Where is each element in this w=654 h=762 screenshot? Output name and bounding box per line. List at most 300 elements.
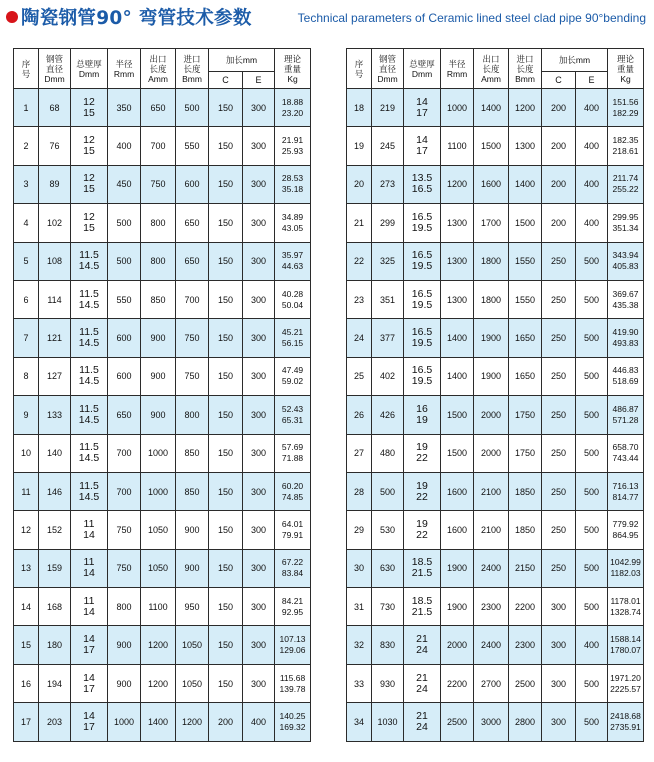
- cell-radius: 1900: [441, 549, 474, 587]
- cell-radius: 1000: [108, 703, 141, 741]
- cell-weight-value: 40.28: [281, 288, 304, 299]
- cell-weight: [275, 242, 311, 280]
- cell-radius: 1200: [441, 165, 474, 203]
- table-row: [347, 89, 644, 127]
- cell-seq: 15: [14, 626, 39, 664]
- cell-pipe-diameter: 108: [39, 242, 71, 280]
- cell-pipe-diameter: 299: [372, 204, 404, 242]
- header-pipe-diameter-line: 直径: [378, 63, 396, 74]
- cell-seq: 5: [14, 242, 39, 280]
- cell-ext-e: 500: [576, 549, 608, 587]
- cell-seq: 29: [347, 511, 372, 549]
- cell-wall-value: 21: [416, 709, 428, 722]
- cell-wall-value: 14.5: [78, 337, 100, 350]
- cell-seq: 9: [14, 396, 39, 434]
- cell-ext-e: 400: [576, 204, 608, 242]
- cell-weight-value: 1182.03: [610, 568, 641, 579]
- header-row: [347, 49, 644, 72]
- cell-outlet-length: 850: [141, 280, 176, 318]
- cell-seq: 8: [14, 357, 39, 395]
- cell-radius: 450: [108, 165, 141, 203]
- cell-ext-c: 200: [542, 204, 576, 242]
- header-seq-line: 号: [354, 68, 364, 79]
- header-outlet-length: [474, 49, 509, 89]
- header-ext-c: C: [209, 72, 243, 89]
- cell-wall-value: 14: [83, 671, 95, 684]
- header-inlet-length: [509, 49, 542, 89]
- cell-pipe-diameter: 930: [372, 664, 404, 702]
- cell-wall-value: 17: [83, 644, 95, 657]
- cell-weight-value: 493.83: [612, 338, 639, 349]
- cell-weight: [608, 127, 644, 165]
- cell-weight: [608, 357, 644, 395]
- cell-ext-e: 300: [243, 89, 275, 127]
- cell-seq: 22: [347, 242, 372, 280]
- table-row: [347, 626, 644, 664]
- cell-inlet-length: 1300: [509, 127, 542, 165]
- cell-ext-c: 250: [542, 434, 576, 472]
- cell-radius: 700: [108, 472, 141, 510]
- cell-pipe-diameter: 133: [39, 396, 71, 434]
- bullet-dot-icon: [6, 11, 18, 23]
- cell-outlet-length: 2100: [474, 511, 509, 549]
- table-row: [347, 165, 644, 203]
- cell-seq: 6: [14, 280, 39, 318]
- table-row: [14, 319, 311, 357]
- cell-radius: 1400: [441, 319, 474, 357]
- cell-wall-thickness: [71, 434, 108, 472]
- cell-seq: 18: [347, 89, 372, 127]
- cell-weight-value: 64.01: [281, 518, 304, 529]
- cell-weight-value: 299.95: [612, 211, 639, 222]
- cell-outlet-length: 2700: [474, 664, 509, 702]
- header-seq: [347, 49, 372, 89]
- cell-seq: 25: [347, 357, 372, 395]
- cell-weight-value: 50.04: [281, 299, 304, 310]
- cell-wall-value: 14: [83, 709, 95, 722]
- cell-pipe-diameter: 402: [372, 357, 404, 395]
- cell-outlet-length: 750: [141, 165, 176, 203]
- cell-ext-c: 150: [209, 127, 243, 165]
- header-radius-line: Rmm: [446, 68, 468, 79]
- cell-weight-value: 139.78: [279, 683, 306, 694]
- cell-weight: [275, 703, 311, 741]
- header-wall-thickness: [71, 49, 108, 89]
- cell-radius: 2200: [441, 664, 474, 702]
- cell-weight-value: 435.38: [612, 299, 639, 310]
- cell-weight-value: 211.74: [612, 173, 639, 184]
- cell-ext-c: 150: [209, 472, 243, 510]
- cell-outlet-length: 1700: [474, 204, 509, 242]
- cell-ext-e: 300: [243, 396, 275, 434]
- cell-ext-c: 250: [542, 472, 576, 510]
- header-inlet-length-line: Bmm: [182, 73, 202, 84]
- cell-wall-value: 16.5: [411, 249, 433, 262]
- cell-weight-value: 151.56: [612, 96, 639, 107]
- cell-wall-thickness: [404, 511, 441, 549]
- cell-wall-value: 16.5: [411, 287, 433, 300]
- cell-wall-thickness: [404, 357, 441, 395]
- cell-weight-value: 107.13: [279, 634, 306, 645]
- cell-ext-c: 250: [542, 549, 576, 587]
- cell-weight-value: 65.31: [281, 414, 304, 425]
- cell-weight: [608, 319, 644, 357]
- cell-wall-thickness: [71, 89, 108, 127]
- table-row: [14, 588, 311, 626]
- cell-pipe-diameter: 159: [39, 549, 71, 587]
- cell-radius: 1300: [441, 204, 474, 242]
- cell-wall-value: 11: [83, 594, 95, 607]
- cell-ext-e: 300: [243, 242, 275, 280]
- cell-wall-value: 19: [416, 441, 428, 454]
- header-inlet-length-line: Bmm: [515, 73, 535, 84]
- cell-wall-thickness: [71, 626, 108, 664]
- cell-seq: 33: [347, 664, 372, 702]
- cell-inlet-length: 1750: [509, 434, 542, 472]
- cell-weight-value: 67.22: [281, 557, 304, 568]
- header-inlet-length-line: 长度: [183, 63, 201, 74]
- cell-weight-value: 56.15: [281, 338, 304, 349]
- cell-ext-e: 400: [576, 89, 608, 127]
- cell-weight: [275, 165, 311, 203]
- cell-inlet-length: 1650: [509, 357, 542, 395]
- cell-inlet-length: 850: [176, 434, 209, 472]
- cell-inlet-length: 2300: [509, 626, 542, 664]
- cell-weight: [608, 703, 644, 741]
- cell-radius: 1300: [441, 242, 474, 280]
- cell-wall-value: 19.5: [411, 337, 433, 350]
- header-outlet-length-line: 出口: [149, 53, 167, 64]
- cell-radius: 1500: [441, 396, 474, 434]
- cell-outlet-length: 1100: [141, 588, 176, 626]
- cell-pipe-diameter: 140: [39, 434, 71, 472]
- cell-ext-e: 300: [243, 127, 275, 165]
- cell-wall-thickness: [404, 127, 441, 165]
- table-row: [347, 280, 644, 318]
- cell-wall-thickness: [71, 280, 108, 318]
- cell-weight-value: 255.22: [612, 184, 639, 195]
- cell-outlet-length: 650: [141, 89, 176, 127]
- cell-weight-value: 18.88: [281, 96, 304, 107]
- cell-weight-value: 1178.01: [610, 595, 641, 606]
- cell-ext-e: 500: [576, 664, 608, 702]
- header-wall-thickness-line: Dmm: [411, 68, 433, 79]
- cell-pipe-diameter: 127: [39, 357, 71, 395]
- cell-ext-c: 150: [209, 319, 243, 357]
- header-inlet-length-line: 进口: [516, 53, 534, 64]
- cell-inlet-length: 900: [176, 549, 209, 587]
- cell-ext-e: 400: [243, 703, 275, 741]
- cell-inlet-length: 1400: [509, 165, 542, 203]
- cell-weight: [608, 242, 644, 280]
- cell-inlet-length: 850: [176, 472, 209, 510]
- cell-weight-value: 343.94: [612, 250, 639, 261]
- cell-wall-thickness: [404, 89, 441, 127]
- cell-pipe-diameter: 325: [372, 242, 404, 280]
- cell-ext-c: 300: [542, 588, 576, 626]
- cell-pipe-diameter: 351: [372, 280, 404, 318]
- cell-weight-value: 716.13: [612, 480, 639, 491]
- cell-weight-value: 44.63: [281, 261, 304, 272]
- table-row: [14, 472, 311, 510]
- cell-ext-e: 400: [576, 127, 608, 165]
- table-row: [14, 89, 311, 127]
- cell-weight-value: 60.20: [281, 480, 304, 491]
- cell-ext-c: 300: [542, 626, 576, 664]
- cell-radius: 500: [108, 204, 141, 242]
- header-inlet-length-line: 进口: [183, 53, 201, 64]
- table-row: [347, 434, 644, 472]
- cell-inlet-length: 1500: [509, 204, 542, 242]
- table-row: [14, 357, 311, 395]
- table-row: [14, 396, 311, 434]
- cell-pipe-diameter: 168: [39, 588, 71, 626]
- table-row: [14, 204, 311, 242]
- cell-wall-value: 22: [416, 528, 428, 541]
- cell-inlet-length: 700: [176, 280, 209, 318]
- cell-weight: [275, 664, 311, 702]
- cell-outlet-length: 2300: [474, 588, 509, 626]
- table-body: [14, 89, 311, 742]
- cell-radius: 500: [108, 242, 141, 280]
- cell-ext-e: 300: [243, 626, 275, 664]
- header-pipe-diameter-line: 钢管: [378, 53, 396, 64]
- cell-wall-thickness: [404, 549, 441, 587]
- cell-radius: 1500: [441, 434, 474, 472]
- cell-ext-c: 150: [209, 626, 243, 664]
- cell-pipe-diameter: 76: [39, 127, 71, 165]
- cell-weight: [608, 511, 644, 549]
- cell-ext-c: 250: [542, 242, 576, 280]
- cell-seq: 7: [14, 319, 39, 357]
- cell-pipe-diameter: 500: [372, 472, 404, 510]
- header-pipe-diameter: [39, 49, 71, 89]
- header-weight: [275, 49, 311, 89]
- cell-seq: 31: [347, 588, 372, 626]
- cell-pipe-diameter: 194: [39, 664, 71, 702]
- cell-ext-c: 250: [542, 511, 576, 549]
- cell-pipe-diameter: 114: [39, 280, 71, 318]
- cell-seq: 20: [347, 165, 372, 203]
- cell-radius: 1100: [441, 127, 474, 165]
- cell-ext-c: 200: [542, 127, 576, 165]
- cell-outlet-length: 1400: [141, 703, 176, 741]
- cell-pipe-diameter: 152: [39, 511, 71, 549]
- cell-wall-value: 14: [416, 134, 428, 147]
- cell-inlet-length: 1650: [509, 319, 542, 357]
- cell-ext-e: 300: [243, 357, 275, 395]
- cell-seq: 30: [347, 549, 372, 587]
- cell-wall-thickness: [71, 242, 108, 280]
- cell-inlet-length: 550: [176, 127, 209, 165]
- cell-weight: [608, 204, 644, 242]
- cell-radius: 1600: [441, 472, 474, 510]
- header-radius: [441, 49, 474, 89]
- cell-outlet-length: 1000: [141, 472, 176, 510]
- header-radius-line: Rmm: [113, 68, 135, 79]
- cell-pipe-diameter: 146: [39, 472, 71, 510]
- table-body: [347, 89, 644, 742]
- cell-ext-e: 500: [576, 434, 608, 472]
- cell-wall-thickness: [404, 242, 441, 280]
- cell-outlet-length: 3000: [474, 703, 509, 741]
- cell-ext-c: 150: [209, 89, 243, 127]
- cell-weight: [275, 472, 311, 510]
- cell-outlet-length: 700: [141, 127, 176, 165]
- cell-inlet-length: 1750: [509, 396, 542, 434]
- cell-seq: 32: [347, 626, 372, 664]
- cell-ext-e: 500: [576, 242, 608, 280]
- cell-seq: 21: [347, 204, 372, 242]
- cell-ext-c: 200: [542, 89, 576, 127]
- cell-weight-value: 169.32: [279, 721, 306, 732]
- cell-ext-e: 500: [576, 588, 608, 626]
- cell-wall-value: 14: [83, 605, 95, 618]
- cell-seq: 12: [14, 511, 39, 549]
- cell-wall-value: 21: [416, 671, 428, 684]
- cell-radius: 600: [108, 357, 141, 395]
- cell-ext-c: 150: [209, 204, 243, 242]
- table-row: [14, 664, 311, 702]
- cell-ext-c: 250: [542, 319, 576, 357]
- cell-weight: [275, 127, 311, 165]
- cell-outlet-length: 1050: [141, 511, 176, 549]
- header-ext-e: E: [243, 72, 275, 89]
- cell-radius: 2500: [441, 703, 474, 741]
- table-row: [347, 319, 644, 357]
- cell-ext-e: 300: [243, 434, 275, 472]
- header-radius: [108, 49, 141, 89]
- cell-weight-value: 34.89: [281, 211, 304, 222]
- cell-wall-value: 15: [83, 221, 95, 234]
- header-inlet-length-line: 长度: [516, 63, 534, 74]
- cell-ext-c: 300: [542, 664, 576, 702]
- cell-seq: 23: [347, 280, 372, 318]
- cell-wall-value: 12: [83, 134, 95, 147]
- cell-inlet-length: 2200: [509, 588, 542, 626]
- cell-wall-value: 19.5: [411, 221, 433, 234]
- cell-wall-thickness: [404, 472, 441, 510]
- cell-seq: 1: [14, 89, 39, 127]
- cell-outlet-length: 2400: [474, 626, 509, 664]
- cell-inlet-length: 1050: [176, 626, 209, 664]
- cell-ext-e: 300: [243, 511, 275, 549]
- cell-outlet-length: 900: [141, 357, 176, 395]
- cell-seq: 34: [347, 703, 372, 741]
- cell-outlet-length: 1000: [141, 434, 176, 472]
- cell-weight: [608, 89, 644, 127]
- cell-inlet-length: 1200: [509, 89, 542, 127]
- cell-wall-value: 19.5: [411, 260, 433, 273]
- header-weight-line: Kg: [287, 73, 298, 84]
- cell-outlet-length: 900: [141, 396, 176, 434]
- cell-weight-value: 369.67: [612, 288, 639, 299]
- cell-weight-value: 59.02: [281, 376, 304, 387]
- cell-ext-e: 500: [576, 472, 608, 510]
- cell-wall-value: 12: [83, 95, 95, 108]
- cell-ext-e: 300: [243, 204, 275, 242]
- cell-weight-value: 25.93: [281, 146, 304, 157]
- cell-weight: [275, 319, 311, 357]
- cell-radius: 1000: [441, 89, 474, 127]
- cell-radius: 1600: [441, 511, 474, 549]
- cell-seq: 10: [14, 434, 39, 472]
- cell-weight: [275, 204, 311, 242]
- cell-weight-value: 47.49: [281, 365, 304, 376]
- cell-wall-thickness: [71, 703, 108, 741]
- cell-weight-value: 571.28: [612, 414, 639, 425]
- cell-radius: 650: [108, 396, 141, 434]
- cell-inlet-length: 1550: [509, 280, 542, 318]
- cell-wall-thickness: [404, 280, 441, 318]
- cell-seq: 2: [14, 127, 39, 165]
- cell-inlet-length: 750: [176, 319, 209, 357]
- cell-radius: 700: [108, 434, 141, 472]
- cell-wall-value: 15: [83, 106, 95, 119]
- cell-weight-value: 218.61: [612, 146, 639, 157]
- header-outlet-length-line: 长度: [149, 63, 167, 74]
- cell-weight-value: 84.21: [281, 595, 304, 606]
- cell-ext-c: 150: [209, 165, 243, 203]
- cell-weight-value: 2735.91: [610, 721, 641, 732]
- cell-ext-c: 200: [209, 703, 243, 741]
- cell-wall-thickness: [404, 664, 441, 702]
- header-row: [14, 49, 311, 72]
- table-row: [347, 511, 644, 549]
- cell-wall-thickness: [404, 588, 441, 626]
- cell-outlet-length: 1600: [474, 165, 509, 203]
- cell-weight: [608, 588, 644, 626]
- cell-ext-e: 500: [576, 511, 608, 549]
- cell-weight-value: 57.69: [281, 442, 304, 453]
- cell-ext-e: 500: [576, 357, 608, 395]
- cell-outlet-length: 1200: [141, 664, 176, 702]
- cell-wall-value: 17: [83, 682, 95, 695]
- cell-ext-c: 150: [209, 434, 243, 472]
- cell-weight: [275, 357, 311, 395]
- cell-outlet-length: 2000: [474, 396, 509, 434]
- cell-ext-c: 300: [542, 703, 576, 741]
- header-outlet-length-line: 出口: [482, 53, 500, 64]
- cell-wall-value: 16.5: [411, 364, 433, 377]
- header-pipe-diameter-line: 直径: [45, 63, 63, 74]
- cell-pipe-diameter: 730: [372, 588, 404, 626]
- cell-pipe-diameter: 480: [372, 434, 404, 472]
- table-row: [347, 664, 644, 702]
- table-row: [347, 549, 644, 587]
- cell-wall-value: 22: [416, 490, 428, 503]
- cell-outlet-length: 2000: [474, 434, 509, 472]
- cell-radius: 900: [108, 664, 141, 702]
- cell-ext-c: 150: [209, 242, 243, 280]
- cell-ext-e: 300: [243, 165, 275, 203]
- cell-weight-value: 23.20: [281, 107, 304, 118]
- cell-radius: 1900: [441, 588, 474, 626]
- cell-pipe-diameter: 273: [372, 165, 404, 203]
- header-seq: [14, 49, 39, 89]
- cell-weight-value: 814.77: [612, 491, 639, 502]
- cell-wall-value: 11.5: [79, 479, 99, 492]
- cell-wall-thickness: [404, 703, 441, 741]
- cell-seq: 11: [14, 472, 39, 510]
- cell-wall-value: 16.5: [411, 210, 433, 223]
- cell-wall-value: 22: [416, 452, 428, 465]
- cell-inlet-length: 1850: [509, 511, 542, 549]
- cell-weight-value: 1588.14: [610, 634, 641, 645]
- header-weight-line: 理论: [284, 53, 302, 64]
- cell-weight: [608, 664, 644, 702]
- cell-wall-value: 14.5: [78, 413, 100, 426]
